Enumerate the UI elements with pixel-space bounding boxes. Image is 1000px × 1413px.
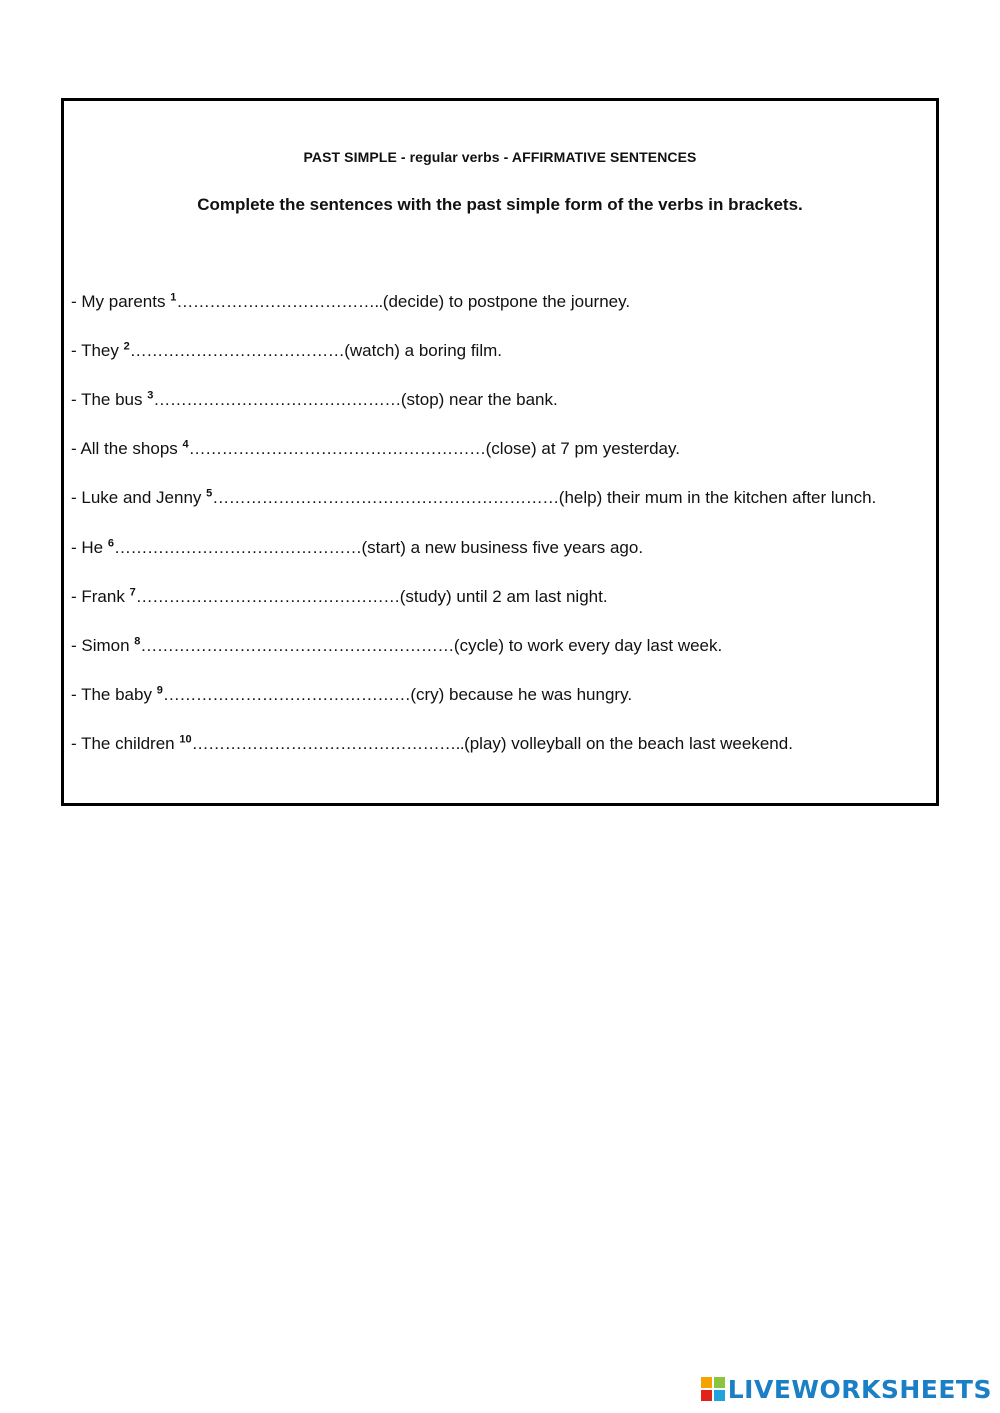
sentence-2 bbox=[71, 341, 502, 361]
sentence-7 bbox=[71, 587, 608, 607]
sentence-rest: (study) until 2 am last night. bbox=[399, 587, 608, 606]
sentence-prefix: - My parents bbox=[71, 292, 171, 311]
sentence-number: 5 bbox=[206, 487, 213, 500]
sentence-number: 10 bbox=[179, 733, 192, 746]
sentence-8 bbox=[71, 636, 722, 656]
sentence-rest: (start) a new business five years ago. bbox=[361, 538, 644, 557]
sentence-rest: (play) volleyball on the beach last weekend. bbox=[464, 734, 793, 753]
sentence-prefix: - The children bbox=[71, 734, 180, 753]
answer-blank[interactable]: ……………………………………… bbox=[113, 538, 362, 557]
sentence-prefix: - Frank bbox=[71, 587, 130, 606]
sentence-prefix: - The baby bbox=[71, 685, 157, 704]
sentence-number: 4 bbox=[182, 438, 189, 451]
sentence-rest: (cycle) to work every day last week. bbox=[453, 636, 723, 655]
logo-text: LIVEWORKSHEETS bbox=[727, 1374, 992, 1404]
sentence-1 bbox=[71, 292, 630, 312]
liveworksheets-logo[interactable] bbox=[701, 1374, 992, 1404]
worksheet-instruction: Complete the sentences with the past simple form of the verbs in brackets. bbox=[197, 195, 803, 214]
sentence-rest: (watch) a boring film. bbox=[344, 341, 502, 360]
sentence-prefix: - Luke and Jenny bbox=[71, 488, 207, 507]
sentence-4 bbox=[71, 439, 680, 459]
answer-blank[interactable]: ………………………………………………… bbox=[140, 636, 454, 655]
sentence-prefix: - Simon bbox=[71, 636, 135, 655]
worksheet-box bbox=[61, 98, 939, 806]
sentence-6 bbox=[71, 538, 643, 558]
answer-blank[interactable]: ……………………………….. bbox=[176, 292, 383, 311]
sentence-number: 7 bbox=[129, 586, 136, 599]
sentence-rest: (decide) to postpone the journey. bbox=[382, 292, 631, 311]
sentence-rest: (stop) near the bank. bbox=[400, 390, 558, 409]
worksheet-title: PAST SIMPLE - regular verbs - AFFIRMATIVE SENTENCES bbox=[303, 149, 697, 165]
sentence-prefix: - All the shops bbox=[71, 439, 183, 458]
answer-blank[interactable]: ……………………………………… bbox=[162, 685, 411, 704]
sentence-number: 6 bbox=[107, 537, 114, 550]
answer-blank[interactable]: ………………………………………… bbox=[135, 587, 400, 606]
answer-blank[interactable]: ………………………………… bbox=[129, 341, 345, 360]
sentence-number: 2 bbox=[123, 340, 130, 353]
answer-blank[interactable]: ……………………………………………… bbox=[188, 439, 486, 458]
answer-blank[interactable]: ………………………………………….. bbox=[191, 734, 465, 753]
sentence-rest: (help) their mum in the kitchen after lunch. bbox=[558, 488, 877, 507]
sentence-number: 3 bbox=[147, 389, 154, 402]
sentence-5 bbox=[71, 488, 876, 508]
sentence-rest: (cry) because he was hungry. bbox=[410, 685, 633, 704]
sentence-number: 9 bbox=[156, 684, 163, 697]
sentence-prefix: - He bbox=[71, 538, 108, 557]
answer-blank[interactable]: ……………………………………… bbox=[153, 390, 401, 409]
sentence-number: 8 bbox=[134, 635, 141, 648]
sentence-9 bbox=[71, 685, 632, 705]
logo-icon bbox=[701, 1377, 725, 1401]
sentence-number: 1 bbox=[170, 291, 177, 304]
answer-blank[interactable]: ……………………………………………………… bbox=[212, 488, 559, 507]
sentence-prefix: - The bus bbox=[71, 390, 148, 409]
sentence-rest: (close) at 7 pm yesterday. bbox=[485, 439, 680, 458]
sentence-prefix: - They bbox=[71, 341, 124, 360]
sentence-10 bbox=[71, 734, 793, 754]
sentence-3 bbox=[71, 390, 558, 410]
